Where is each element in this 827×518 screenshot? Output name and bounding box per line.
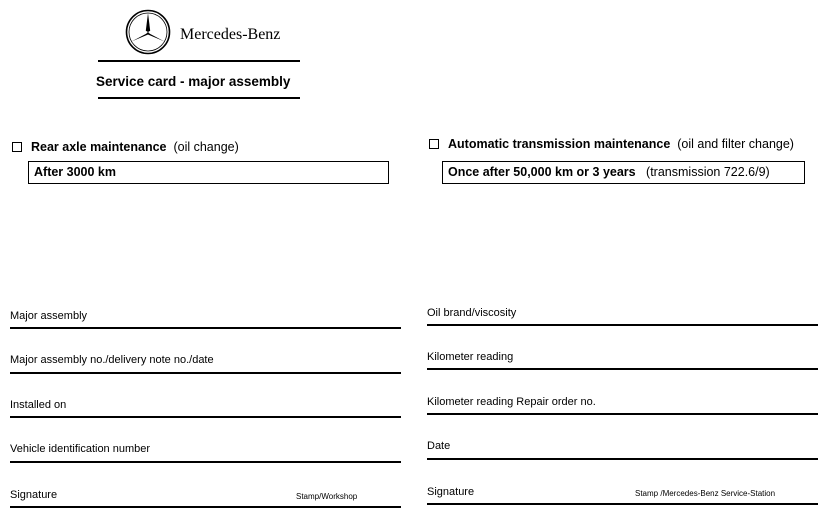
title-bottom-rule xyxy=(98,97,300,99)
brand-name: Mercedes-Benz xyxy=(180,26,281,43)
rear-axle-maintenance xyxy=(12,140,239,154)
field-line-km-repair-order[interactable] xyxy=(427,413,818,415)
field-line-major-assembly[interactable] xyxy=(10,327,401,329)
field-label-vin: Vehicle identification number xyxy=(10,443,151,455)
field-label-km-reading: Kilometer reading xyxy=(427,351,514,363)
transmission-checkbox[interactable] xyxy=(429,139,439,149)
field-label-signature-left: Signature xyxy=(10,489,58,501)
field-line-signature-right[interactable] xyxy=(427,503,818,505)
field-line-signature-left[interactable] xyxy=(10,506,401,508)
rear-axle-label: Rear axle maintenance xyxy=(31,140,167,154)
title-top-rule xyxy=(98,60,300,62)
field-label-installed-on: Installed on xyxy=(10,399,67,411)
field-line-date[interactable] xyxy=(427,458,818,460)
field-label-delivery-note: Major assembly no./delivery note no./date xyxy=(10,354,214,366)
transmission-note: (oil and filter change) xyxy=(677,137,794,151)
transmission-label: Automatic transmission maintenance xyxy=(448,137,671,151)
page-title: Service card - major assembly xyxy=(96,74,291,89)
transmission-maintenance xyxy=(429,137,794,151)
field-label-major-assembly: Major assembly xyxy=(10,310,88,322)
field-label-date: Date xyxy=(427,440,451,452)
mercedes-star-icon xyxy=(125,9,171,55)
mercedes-benz-logo xyxy=(125,9,285,57)
rear-axle-checkbox[interactable] xyxy=(12,142,22,152)
transmission-interval-box xyxy=(442,161,805,184)
field-line-km-reading[interactable] xyxy=(427,368,818,370)
transmission-interval: Once after 50,000 km or 3 years xyxy=(448,165,636,179)
field-label-oil-brand: Oil brand/viscosity xyxy=(427,307,517,319)
field-line-vin[interactable] xyxy=(10,461,401,463)
rear-axle-note: (oil change) xyxy=(173,140,239,154)
field-label-km-repair-order: Kilometer reading Repair order no. xyxy=(427,396,596,408)
rear-axle-interval: After 3000 km xyxy=(34,165,116,179)
field-label-signature-right: Signature xyxy=(427,486,475,498)
field-line-installed-on[interactable] xyxy=(10,416,401,418)
stamp-service-station-label: Stamp /Mercedes-Benz Service-Station xyxy=(635,489,776,498)
field-line-oil-brand[interactable] xyxy=(427,324,818,326)
field-line-delivery-note[interactable] xyxy=(10,372,401,374)
stamp-workshop-label: Stamp/Workshop xyxy=(296,492,358,501)
transmission-interval-note: (transmission 722.6/9) xyxy=(646,165,770,179)
rear-axle-interval-box xyxy=(28,161,389,184)
